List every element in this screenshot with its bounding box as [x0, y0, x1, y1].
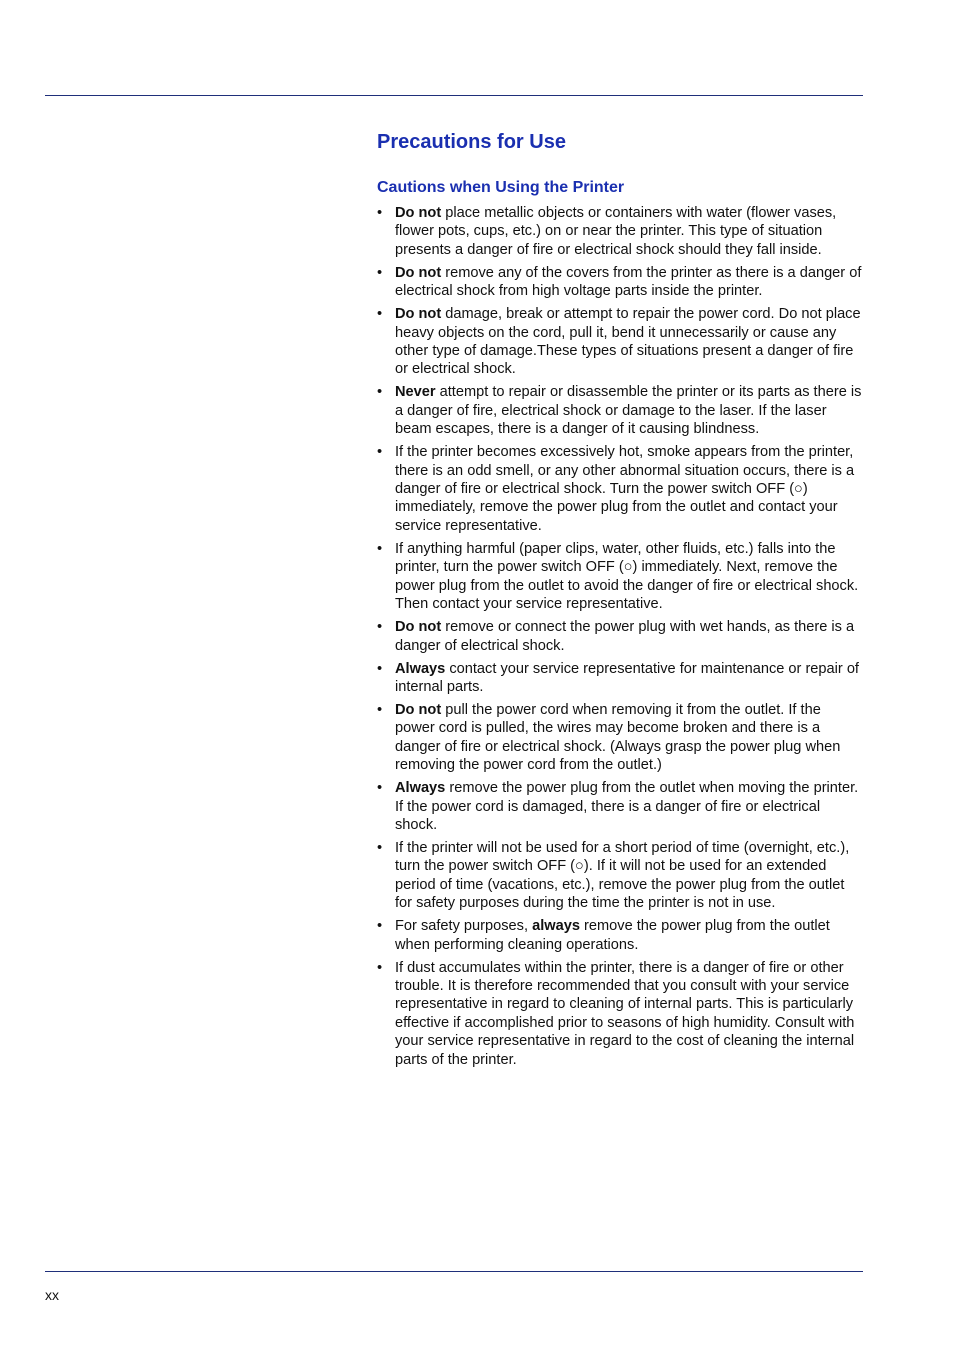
header-rule [45, 95, 863, 96]
bullet-icon: • [377, 444, 383, 461]
bullet-icon: • [377, 264, 383, 281]
caution-item [377, 618, 863, 655]
caution-text: If the printer will not be used for a short period of time (overnight, etc.), turn the power switch OFF (○). If it will not be used for an extended period of time (vacations, etc.), remove the power plug from the outlet for safety purposes during the time the printer is not in use. [395, 839, 850, 912]
caution-item [377, 204, 863, 259]
bullet-icon: • [377, 918, 383, 935]
caution-text: contact your service representative for maintenance or repair of internal parts. [395, 660, 859, 695]
caution-text: remove any of the covers from the printer as there is a danger of electrical shock from high voltage parts inside the printer. [395, 264, 862, 300]
page-title: Precautions for Use [377, 131, 566, 153]
caution-emphasis: always [532, 918, 580, 935]
caution-item [377, 701, 863, 775]
caution-text: remove the power plug from the outlet when moving the printer. If the power cord is damaged, there is a danger of fire or electrical shock. [395, 780, 859, 833]
caution-text: If dust accumulates within the printer, there is a danger of fire or other trouble. It is therefore recommended that you consult with your service representative in regard to cleaning of internal parts. This is particularly effective if accomplished prior to seasons of high humidity. Consult with your service representative in regard to the cost of cleaning the internal parts of the printer. [395, 959, 855, 1068]
bullet-icon: • [377, 384, 383, 401]
caution-text: place metallic objects or containers with water (flower vases, flower pots, cups, etc.) on or near the printer. This type of situation presents a danger of fire or electrical shock should they fall inside. [395, 205, 837, 258]
caution-item [377, 917, 863, 954]
bullet-icon: • [377, 205, 383, 221]
caution-list [377, 204, 863, 1069]
caution-lead-text: For safety purposes, [395, 918, 533, 935]
caution-text: remove the power plug from the outlet when performing cleaning operations. [395, 918, 830, 953]
caution-text: If the printer becomes excessively hot, smoke appears from the printer, there is an odd smell, or any other abnormal situation occurs, there is a danger of fire or electrical shock. Turn the power switch OFF (○) immediately, remove the power plug from the outlet and contact your service representative. [395, 444, 855, 534]
caution-text: remove or connect the power plug with wet hands, as there is a danger of electrical shock. [395, 619, 855, 654]
caution-emphasis: Do not [395, 619, 442, 636]
bullet-icon: • [377, 959, 383, 976]
main-content [377, 128, 863, 1074]
caution-emphasis: Do not [395, 205, 442, 221]
bullet-icon: • [377, 701, 383, 718]
caution-item [377, 660, 863, 697]
caution-item [377, 839, 863, 913]
caution-emphasis: Never [395, 384, 436, 401]
caution-item [377, 959, 863, 1069]
caution-item [377, 264, 863, 301]
caution-text: damage, break or attempt to repair the power cord. Do not place heavy objects on the cord, pull it, bend it unnecessarily or cause any other type of damage.These types of situations present a danger of fire or electrical shock. [395, 306, 861, 378]
caution-item [377, 383, 863, 438]
caution-emphasis: Always [395, 780, 446, 797]
bullet-icon: • [377, 540, 383, 557]
bullet-icon: • [377, 780, 383, 797]
caution-emphasis: Always [395, 660, 446, 677]
caution-item [377, 305, 863, 379]
caution-text: attempt to repair or disassemble the printer or its parts as there is a danger of fire, electrical shock or damage to the laser. If the laser beam escapes, there is a danger of it causing blindness. [395, 384, 862, 438]
bullet-icon: • [377, 839, 383, 856]
page-number: xx [45, 1287, 59, 1303]
caution-emphasis: Do not [395, 264, 442, 281]
footer-rule [45, 1271, 863, 1272]
caution-emphasis: Do not [395, 701, 442, 718]
caution-item [377, 540, 863, 614]
bullet-icon: • [377, 306, 383, 323]
section-heading: Cautions when Using the Printer [377, 179, 625, 196]
caution-emphasis: Do not [395, 306, 442, 323]
bullet-icon: • [377, 619, 383, 636]
caution-item [377, 443, 863, 535]
caution-item [377, 779, 863, 834]
bullet-icon: • [377, 660, 383, 677]
caution-text: pull the power cord when removing it from the outlet. If the power cord is pulled, the wires may become broken and there is a danger of fire or electrical shock. (Always grasp the power plug when removing the power cord from the outlet.) [395, 701, 841, 774]
caution-text: If anything harmful (paper clips, water, other fluids, etc.) falls into the printer, turn the power switch OFF (○) immediately. Next, remove the power plug from the outlet to avoid the danger of fire or electrical shock. Then contact your service representative. [395, 540, 859, 613]
